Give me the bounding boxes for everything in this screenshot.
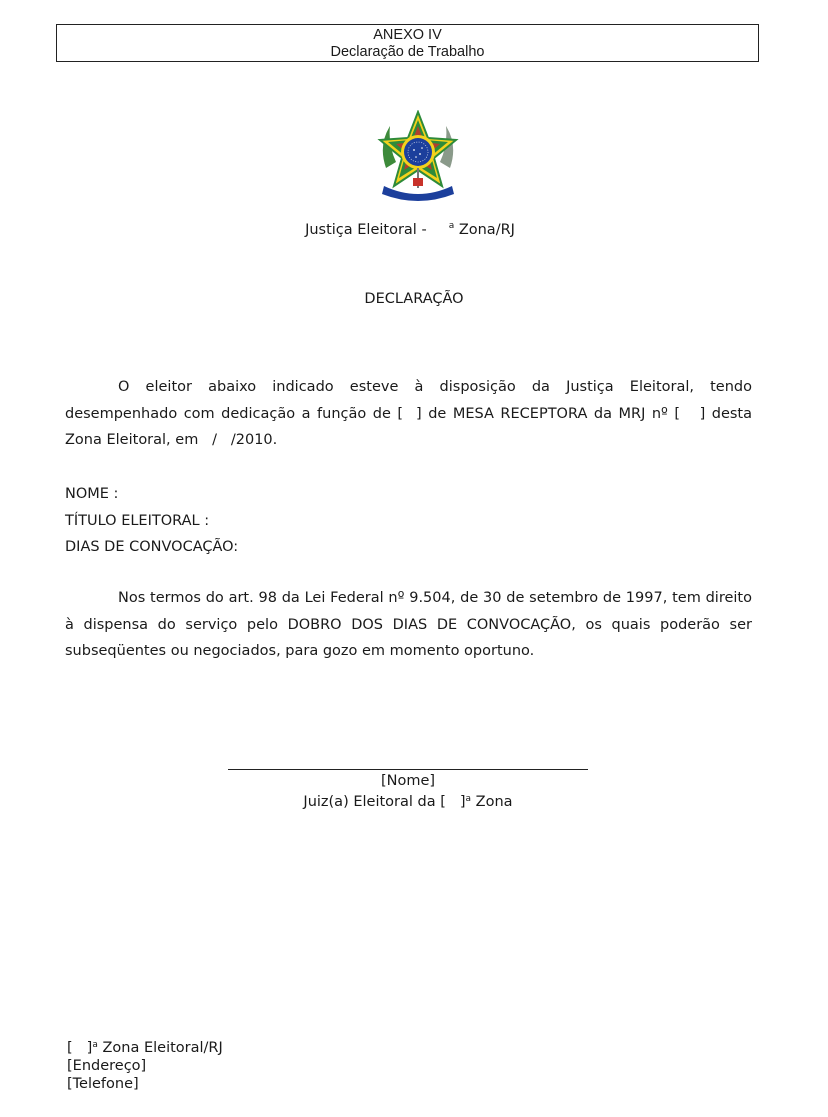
footer-zone-ordinal: a [92,1040,98,1050]
field-voter-title: TÍTULO ELEITORAL : [65,512,210,529]
signer-role-suffix: Zona [475,794,513,810]
signer-name: [Nome] [380,773,436,789]
footer-zone [67,1036,223,1057]
declaration-text: O eleitor abaixo indicado esteve à disposição da Justiça Eleitoral, tendo desempenhado com dedicação a função de [ ] de MESA RECEPTORA da MRJ nº [ ] desta Zona Eleitoral, em / /2010. [65,379,752,448]
brazil-coat-of-arms-icon [376,110,460,202]
signature-line [228,769,588,770]
annex-header-box [56,24,759,62]
footer-phone: [Telefone] [67,1076,139,1092]
footer-zone-close: ] [86,1040,93,1056]
footer-zone-suffix: Zona Eleitoral/RJ [102,1040,223,1056]
signer-role-bracket: ] [459,794,466,810]
voter-fields [65,481,238,561]
signer-role-ordinal: a [465,794,472,804]
signer-role [228,790,588,811]
office-ordinal: a [448,221,455,231]
annex-number: ANEXO IV [373,27,442,43]
legal-text: Nos termos do art. 98 da Lei Federal nº 9.504, de 30 de setembro de 1997, tem direito à dispensa do serviço pelo DOBRO DOS DIAS DE CONVOCAÇÃO, os quais poderão ser subseqüentes ou negociados, para gozo em momento oportuno. [65,590,752,659]
office-prefix: Justiça Eleitoral - [305,222,427,238]
footer-zone-open: [ [67,1040,73,1056]
footer-contact [67,1036,223,1093]
field-convocation-days: DIAS DE CONVOCAÇÃO: [65,539,239,555]
signature-block [228,772,588,811]
signer-role-prefix: Juiz(a) Eleitoral da [ [303,794,446,810]
declaration-paragraph [65,374,752,454]
office-suffix: Zona/RJ [458,222,515,238]
electoral-office-line [0,221,824,238]
legal-paragraph [65,585,752,665]
document-title: DECLARAÇÃO [364,291,464,307]
field-name: NOME : [65,486,119,502]
annex-subtitle: Declaração de Trabalho [330,44,485,60]
footer-address: [Endereço] [67,1058,147,1074]
